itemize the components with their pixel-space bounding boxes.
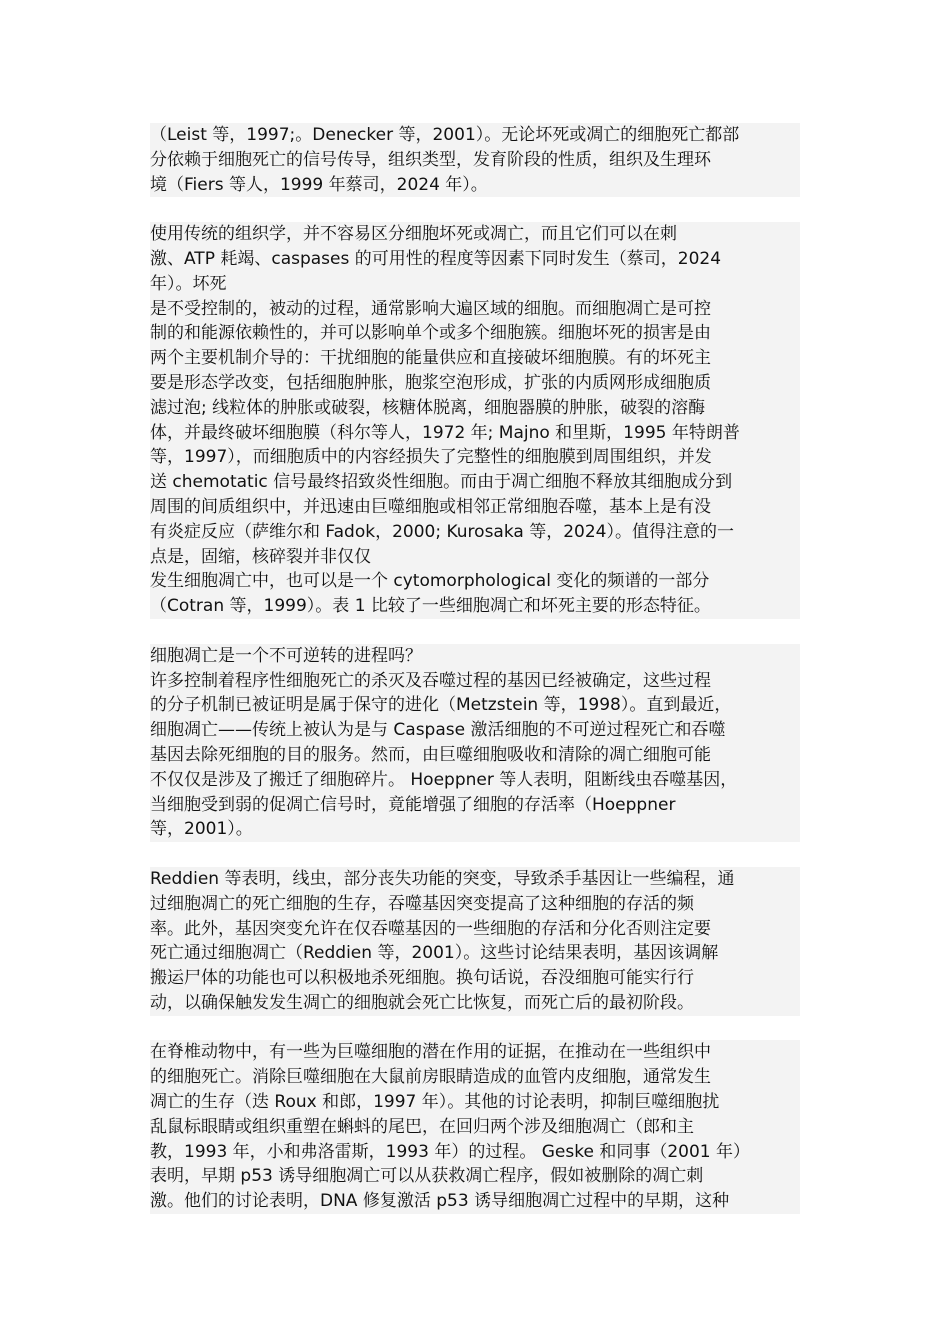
text-line: 滤过泡; 线粒体的肿胀或破裂，核糖体脱离，细胞器膜的肿胀，破裂的溶酶: [150, 397, 706, 418]
text-line: 死亡通过细胞凋亡（Reddien 等，2001）。这些讨论结果表明，基因该调解: [150, 943, 719, 964]
text-line: 年）。坏死: [150, 273, 227, 294]
text-line: 当细胞受到弱的促凋亡信号时，竟能增强了细胞的存活率（Hoeppner: [150, 794, 676, 815]
text-line: 在脊椎动物中，有一些为巨噬细胞的潜在作用的证据，在推动在一些组织中: [150, 1042, 711, 1063]
text-line: 送 chemotatic 信号最终招致炎性细胞。而由于凋亡细胞不释放其细胞成分到: [150, 472, 733, 493]
text-line: 等，2001）。: [150, 819, 253, 840]
paragraph-gap: [150, 197, 800, 222]
text-line: 两个主要机制介导的：干扰细胞的能量供应和直接破坏细胞膜。有的坏死主: [150, 348, 711, 369]
text-line: 体，并最终破坏细胞膜（科尔等人，1972 年; Majno 和里斯，1995 年特朗普: [150, 422, 740, 443]
text-line: 动，以确保触发发生凋亡的细胞就会死亡比恢复，而死亡后的最初阶段。: [150, 992, 694, 1013]
text-line: 制的和能源依赖性的，并可以影响单个或多个细胞簇。细胞坏死的损害是由: [150, 323, 711, 344]
text-line: 细胞凋亡——传统上被认为是与 Caspase 激活细胞的不可逆过程死亡和吞噬: [150, 720, 726, 741]
text-line: 激、ATP 耗竭、caspases 的可用性的程度等因素下同时发生（蔡司，2024: [150, 248, 722, 269]
paragraph-1: [150, 123, 800, 197]
text-line: 搬运尸体的功能也可以积极地杀死细胞。换句话说，吞没细胞可能实行行: [150, 968, 694, 989]
text-line: 的细胞死亡。消除巨噬细胞在大鼠前房眼睛造成的血管内皮细胞，通常发生: [150, 1067, 711, 1088]
text-line: 要是形态学改变，包括细胞肿胀，胞浆空泡形成，扩张的内质网形成细胞质: [150, 372, 711, 393]
text-line: 教，1993 年，小和弗洛雷斯，1993 年）的过程。 Geske 和同事（2001 年）: [150, 1141, 750, 1162]
text-line: （Leist 等，1997;。Denecker 等，2001）。无论坏死或凋亡的细胞死亡都部: [150, 125, 740, 145]
paragraph-5: [150, 1040, 800, 1214]
text-line: 基因去除死细胞的目的服务。然而，由巨噬细胞吸收和清除的凋亡细胞可能: [150, 744, 711, 765]
paragraph-4: [150, 867, 800, 1016]
text-line: 激。他们的讨论表明，DNA 修复激活 p53 诱导细胞凋亡过程中的早期，这种: [150, 1191, 730, 1212]
text-line: 周围的间质组织中，并迅速由巨噬细胞或相邻正常细胞吞噬，基本上是有没: [150, 496, 711, 517]
text-line: 的分子机制已被证明是属于保守的进化（Metzstein 等，1998）。直到最近，: [150, 695, 732, 716]
text-line: 乱鼠标眼睛或组织重塑在蝌蚪的尾巴，在回归两个涉及细胞凋亡（郎和主: [150, 1116, 694, 1137]
text-line: 表明，早期 p53 诱导细胞凋亡可以从获救凋亡程序，假如被删除的凋亡刺: [150, 1166, 704, 1187]
paragraph-2: [150, 222, 800, 619]
text-line: 许多控制着程序性细胞死亡的杀灭及吞噬过程的基因已经被确定，这些过程: [150, 670, 711, 691]
text-line: 点是，固缩，核碎裂并非仅仅: [150, 546, 371, 567]
text-line: 有炎症反应（萨维尔和 Fadok，2000; Kurosaka 等，2024）。值得注意的一: [150, 521, 734, 542]
text-line: 分依赖于细胞死亡的信号传导，组织类型，发育阶段的性质，组织及生理环: [150, 149, 711, 170]
paragraph-gap: [150, 842, 800, 867]
text-line: 等，1997），而细胞质中的内容经损失了完整性的细胞膜到周围组织，并发: [150, 447, 712, 468]
paragraph-gap: [150, 619, 800, 644]
text-line: Reddien 等表明，线虫，部分丧失功能的突变，导致杀手基因让一些编程，通: [150, 868, 735, 889]
text-line: 境（Fiers 等人，1999 年蔡司，2024 年）。: [150, 174, 488, 195]
text-line: 率。此外，基因突变允许在仅吞噬基因的一些细胞的存活和分化否则注定要: [150, 918, 711, 939]
paragraph-gap: [150, 1016, 800, 1041]
text-line: 过细胞凋亡的死亡细胞的生存，吞噬基因突变提高了这种细胞的存活的频: [150, 893, 694, 914]
text-line: 是不受控制的，被动的过程，通常影响大遍区域的细胞。而细胞凋亡是可控: [150, 298, 711, 319]
document-body: [150, 123, 800, 1214]
text-line: 凋亡的生存（迭 Roux 和郎，1997 年）。其他的讨论表明，抑制巨噬细胞扰: [150, 1092, 720, 1113]
text-line: 使用传统的组织学，并不容易区分细胞坏死或凋亡，而且它们可以在刺: [150, 224, 677, 245]
text-line: （Cotran 等，1999）。表 1 比较了一些细胞凋亡和坏死主要的形态特征。: [150, 596, 711, 617]
text-line: 发生细胞凋亡中，也可以是一个 cytomorphological 变化的频谱的一部分: [150, 571, 710, 592]
section-heading: 细胞凋亡是一个不可逆转的进程吗？: [150, 645, 422, 666]
paragraph-3: [150, 644, 800, 842]
text-line: 不仅仅是涉及了搬迁了细胞碎片。 Hoeppner 等人表明，阻断线虫吞噬基因，: [150, 769, 738, 790]
